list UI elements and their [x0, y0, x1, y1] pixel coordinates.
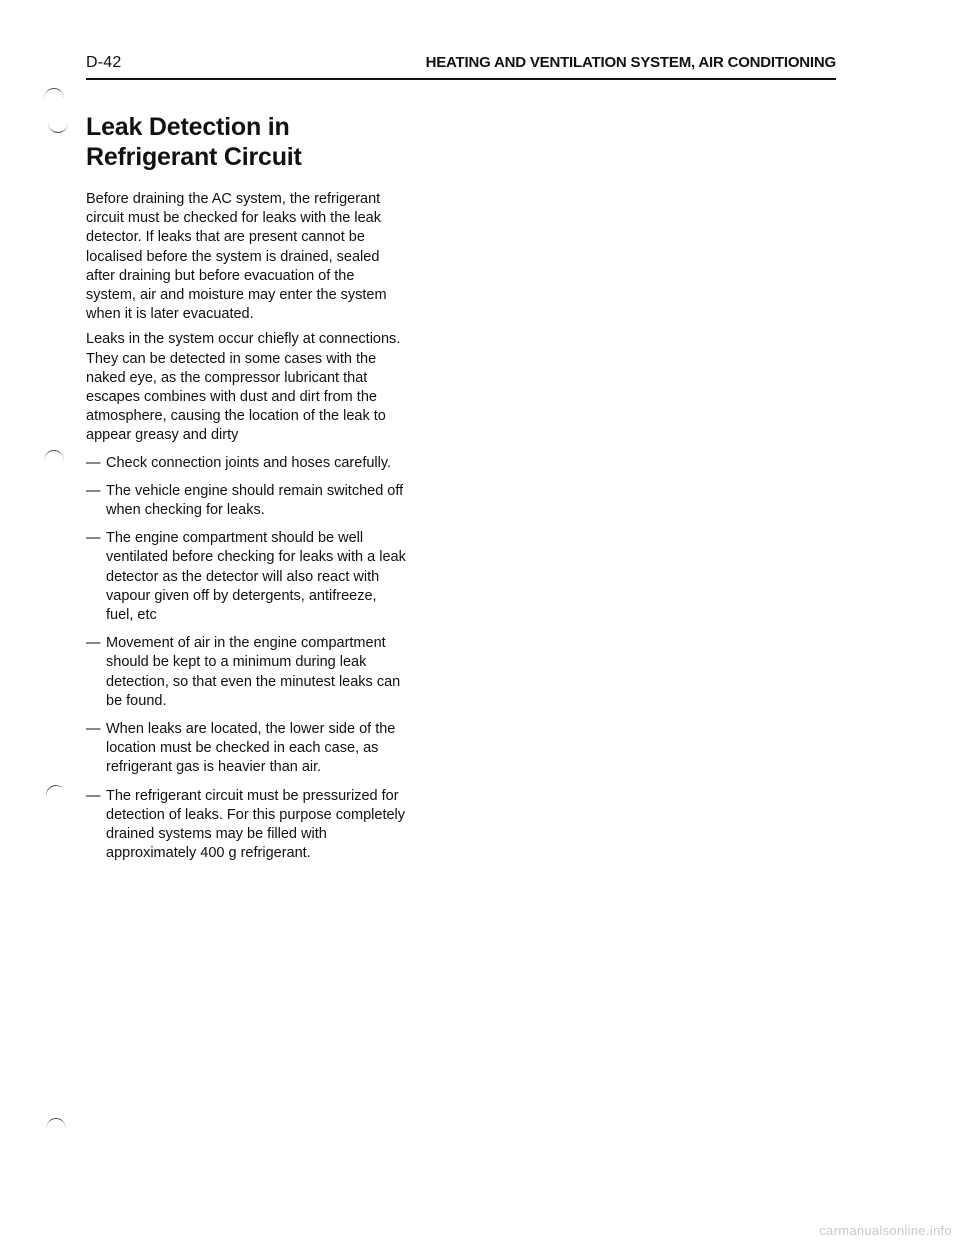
list-item: [86, 634, 406, 711]
list-item: [86, 482, 406, 520]
page-number: D-42: [86, 54, 122, 71]
section-title: [86, 112, 406, 172]
leak-location-paragraph: Leaks in the system occur chiefly at connections. They can be detected in some cases with the naked eye, as the compressor lubricant that escapes combines with dust and dirt from the atmosphere, causing the location of the leak to appear greasy and dirty: [86, 331, 401, 444]
dash-marker: —: [86, 787, 101, 804]
list-item: [86, 787, 406, 864]
section-title-line-2: Refrigerant Circuit: [86, 143, 302, 171]
list-item: [86, 529, 406, 625]
list-item: [86, 454, 406, 473]
intro-paragraph: Before draining the AC system, the refrigerant circuit must be checked for leaks with the leak detector. If leaks that are present cannot be localised before the system is drained, sealed after draining but before evacuation of the system, air and moisture may enter the system when it is later evacuated.: [86, 191, 387, 323]
dash-marker: —: [86, 454, 101, 471]
section-title-line-1: Leak Detection in: [86, 113, 290, 141]
dash-marker: —: [86, 721, 101, 738]
dash-marker: —: [86, 635, 101, 652]
list-item-text: The vehicle engine should remain switched off when checking for leaks.: [106, 482, 404, 519]
margin-mark-icon: [43, 782, 69, 809]
margin-mark-icon: [46, 1118, 66, 1139]
dash-marker: —: [86, 482, 101, 499]
watermark: carmanualsonline.info: [819, 1223, 952, 1238]
list-item-text: Movement of air in the engine compartment should be kept to a minimum during leak detection, so that even the minutest leaks can be found.: [106, 635, 401, 709]
article-column: [86, 112, 406, 873]
margin-mark-icon: [48, 112, 68, 133]
running-title: HEATING AND VENTILATION SYSTEM, AIR CONDITIONING: [425, 54, 836, 71]
list-item-text: The engine compartment should be well ventilated before checking for leaks with a leak detector as the detector will also react with vapour given off by detergents, antifreeze, fuel, etc: [106, 530, 406, 624]
list-item-text: When leaks are located, the lower side of the location must be checked in each case, as refrigerant gas is heavier than air.: [106, 721, 396, 776]
page-header: [86, 52, 836, 80]
margin-mark-icon: [44, 450, 64, 471]
margin-mark-icon: [44, 88, 64, 109]
list-item-text: Check connection joints and hoses carefully.: [106, 454, 392, 471]
list-item-text: The refrigerant circuit must be pressurized for detection of leaks. For this purpose completely drained systems may be filled with approximately 400 g refrigerant.: [106, 787, 406, 862]
list-item: [86, 720, 406, 778]
procedure-list: [86, 454, 406, 864]
dash-marker: —: [86, 530, 101, 547]
